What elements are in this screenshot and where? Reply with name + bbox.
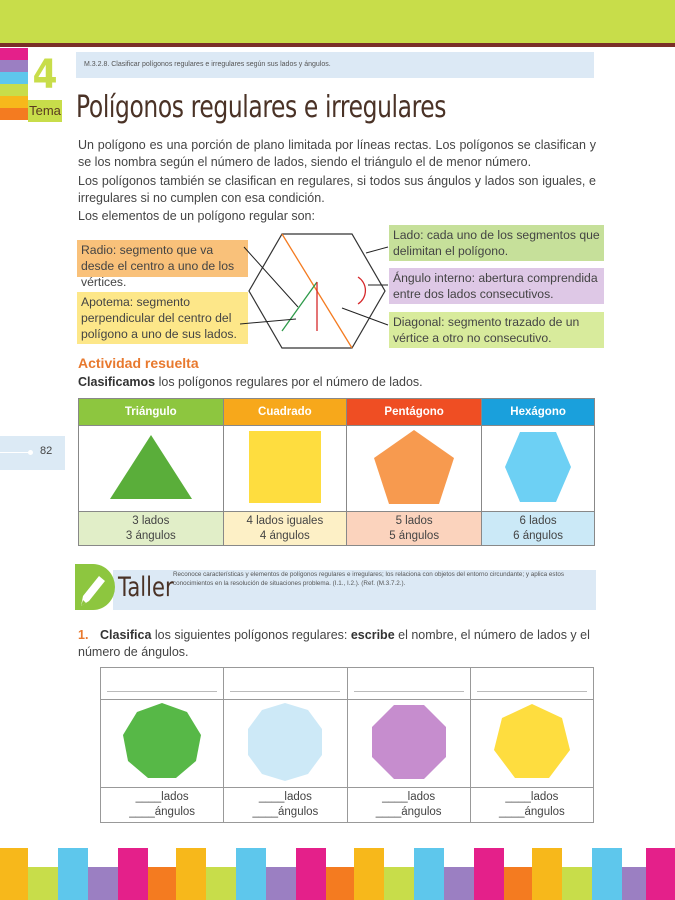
activity-verb: Clasificamos (78, 375, 156, 389)
decagon-shape (244, 701, 326, 783)
name-blank-3[interactable] (347, 668, 470, 700)
exercise-answer-3[interactable]: ____lados ____ángulos (347, 788, 470, 823)
intro-paragraph-2: Los polígonos también se clasifican en regulares, si todos sus ángulos y lados son iguales, e irregulares si no cumplen con esa condición. (78, 174, 596, 205)
octagon-shape (370, 703, 448, 781)
activity-instruction (78, 375, 423, 389)
header-triangulo: Triángulo (79, 399, 224, 426)
interior-angle-arc (358, 277, 365, 304)
shape-cell-pentagon (347, 426, 482, 512)
exercise-1-instruction (78, 627, 598, 661)
diagonal-pointer (342, 308, 388, 325)
exercise-answer-4[interactable]: ____lados ____ángulos (470, 788, 593, 823)
exercise-shape-cell-3 (347, 700, 470, 788)
top-rule (0, 43, 675, 47)
shape-cell-hexagon (482, 426, 595, 512)
shape-cell-triangle (79, 426, 224, 512)
tema-badge (28, 48, 62, 122)
exercise-shape-cell-4 (470, 700, 593, 788)
callout-diagonal: Diagonal: segmento trazado de un vértice a otro no consecutivo. (389, 312, 604, 348)
tema-label: Tema (28, 100, 62, 122)
taller-pencil-icon (73, 562, 115, 612)
polygon-classification-table (78, 398, 595, 546)
callout-lado: Lado: cada uno de los segmentos que delimitan el polígono. (389, 225, 604, 261)
taller-section (73, 562, 596, 612)
desc-triangulo: 3 lados 3 ángulos (79, 512, 224, 546)
exercise-shape-cell-1 (101, 700, 224, 788)
header-cuadrado: Cuadrado (223, 399, 347, 426)
desc-pentagono: 5 lados 5 ángulos (347, 512, 482, 546)
triangle-shape (106, 431, 196, 503)
exercise-verb-1: Clasifica (100, 628, 152, 642)
exercise-shape-cell-2 (224, 700, 347, 788)
tema-number: 4 (32, 52, 58, 98)
exercise-text-2: el nombre, el número de lados y el número de ángulos. (78, 628, 590, 659)
callout-angulo-interno: Ángulo interno: abertura comprendida entre dos lados consecutivos. (389, 268, 604, 304)
top-band (0, 0, 675, 43)
name-blank-2[interactable] (224, 668, 347, 700)
intro-paragraph-1: Un polígono es una porción de plano limitada por líneas rectas. Los polígonos se clasifican y se los nombra según el número de lados, siendo el triángulo el de menor número. (78, 138, 596, 169)
exercise-number: 1. (78, 628, 89, 642)
header-pentagono: Pentágono (347, 399, 482, 426)
radius-line (282, 282, 317, 331)
name-blank-1[interactable] (101, 668, 224, 700)
page-title: Polígonos regulares e irregulares (76, 90, 447, 125)
desc-hexagono: 6 lados 6 ángulos (482, 512, 595, 546)
intro-paragraph-3: Los elementos de un polígono regular son: (78, 209, 315, 223)
tab-stripes (0, 48, 28, 120)
skill-code-banner: M.3.2.8. Clasificar polígonos regulares e irregulares según sus lados y ángulos. (76, 52, 594, 78)
hexagon-shape (503, 430, 573, 504)
name-blank-4[interactable] (470, 668, 593, 700)
enneagon-shape (121, 701, 203, 783)
bottom-decoration-stripes (0, 845, 675, 900)
callout-apotema: Apotema: segmento perpendicular del centro del polígono a uno de sus lados. (77, 292, 248, 344)
callout-radio: Radio: segmento que va desde el centro a uno de los vértices. (77, 240, 248, 277)
lado-pointer (366, 247, 388, 253)
desc-cuadrado: 4 lados iguales 4 ángulos (223, 512, 347, 546)
exercise-verb-2: escribe (350, 628, 395, 642)
exercise-answer-1[interactable]: ____lados ____ángulos (101, 788, 224, 823)
header-hexagono: Hexágono (482, 399, 595, 426)
shape-cell-square (223, 426, 347, 512)
heptagon-shape (492, 702, 572, 782)
activity-title: Actividad resuelta (78, 355, 199, 371)
activity-instruction-text: los polígonos regulares por el número de lados. (155, 375, 423, 389)
square-shape (247, 431, 323, 503)
taller-title: Taller (118, 572, 174, 603)
exercise-answer-2[interactable]: ____lados ____ángulos (224, 788, 347, 823)
page-number: 82 (40, 445, 53, 457)
exercise-table (100, 667, 594, 823)
page-number-tab (0, 436, 65, 470)
pentagon-shape (372, 428, 456, 506)
radio-pointer (244, 247, 298, 307)
exercise-text-1: los siguientes polígonos regulares: (151, 628, 351, 642)
taller-description: Reconoce características y elementos de polígonos regulares e irregulares; los relaciona con objetos del entorno circundante; y aplica estos conocimientos en la resolución de situaciones problema. (I.1., I.2.). (Ref. (M.3.7.2.). (173, 571, 564, 587)
hexagon-elements-diagram (240, 225, 395, 350)
